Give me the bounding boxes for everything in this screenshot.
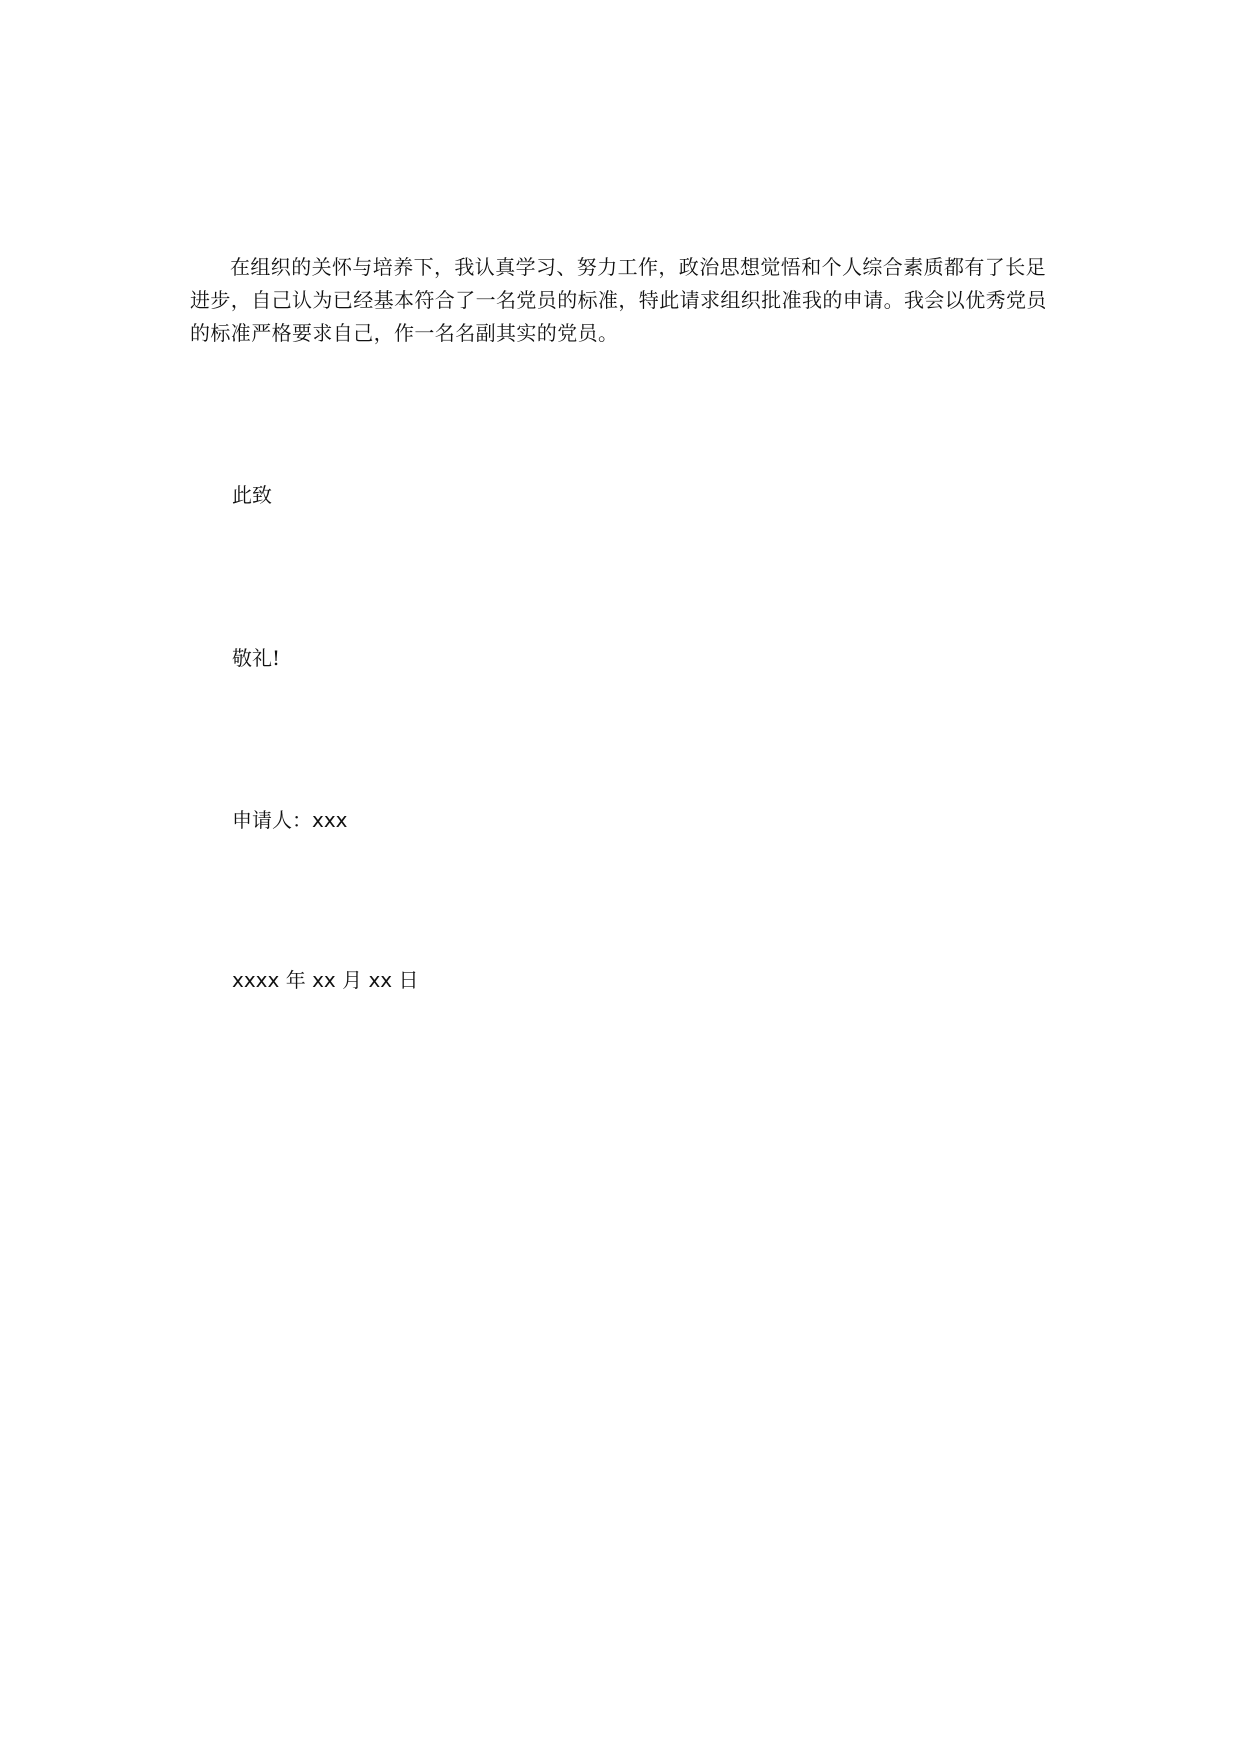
closing-regards: 敬礼! — [232, 646, 281, 670]
closing-salutation: 此致 — [232, 483, 272, 507]
date-year-unit: 年 — [285, 968, 306, 992]
signature-label: 申请人： — [232, 808, 312, 832]
body-paragraph: 在组织的关怀与培养下，我认真学习、努力工作，政治思想觉悟和个人综合素质都有了长足进步，自己认为已经基本符合了一名党员的标准，特此请求组织批准我的申请。我会以优秀党员的标准严格要求自己，作一名名副其实的党员。 — [190, 255, 1047, 345]
date-day-unit: 日 — [398, 968, 419, 992]
date-year: xxxx — [232, 968, 280, 992]
date-month-unit: 月 — [342, 968, 363, 992]
signature-name: xxx — [312, 808, 348, 832]
date-day: xx — [368, 968, 393, 992]
date-month: xx — [312, 968, 336, 992]
signature-line — [232, 806, 348, 834]
date-line — [232, 966, 418, 994]
